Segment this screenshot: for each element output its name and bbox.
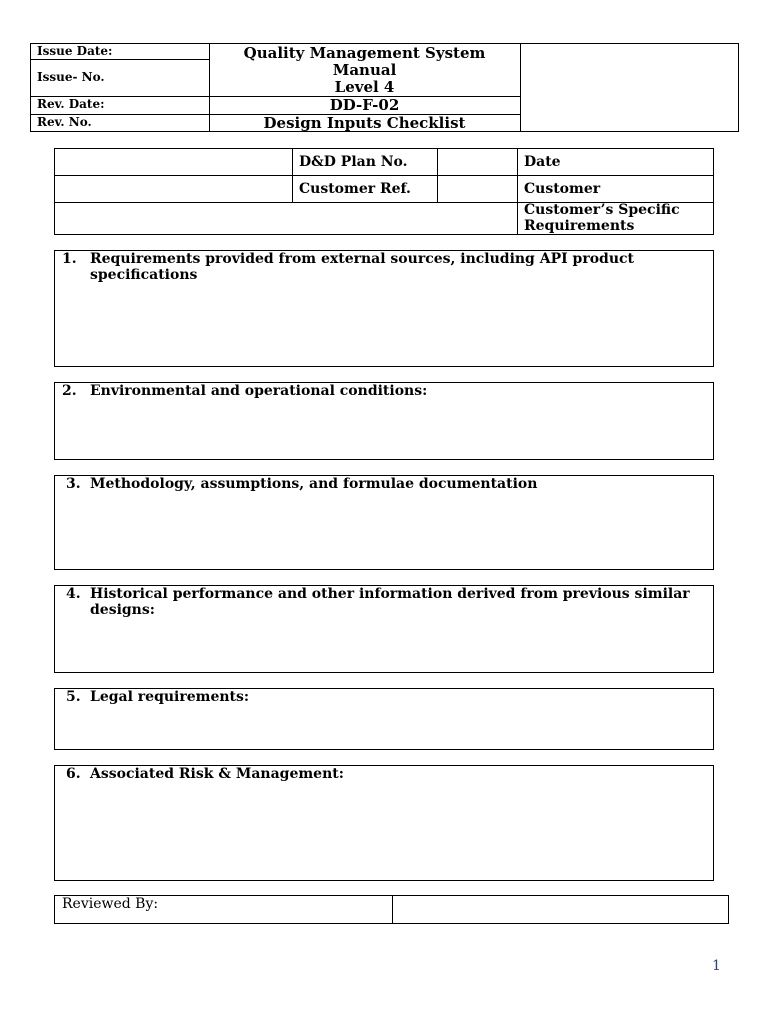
- section-external-requirements[interactable]: [54, 250, 714, 367]
- info-divider: [55, 175, 713, 176]
- section-heading: Environmental and operational conditions:: [90, 383, 428, 399]
- dd-plan-no-field[interactable]: [438, 154, 516, 174]
- rev-date-label: Rev. Date:: [37, 97, 105, 111]
- customer-specific-requirements-label: [524, 202, 680, 234]
- header-divider: [520, 44, 521, 131]
- manual-title-line3: Level 4: [334, 78, 395, 96]
- rev-no-label: Rev. No.: [37, 115, 92, 129]
- issue-no-label: Issue- No.: [37, 70, 105, 84]
- section-heading: Associated Risk & Management:: [90, 766, 344, 782]
- section-number: 3.: [66, 476, 81, 492]
- section-methodology[interactable]: [54, 475, 714, 570]
- section-heading: [90, 251, 701, 283]
- dd-plan-no-label: D&D Plan No.: [299, 154, 408, 170]
- document-title: Design Inputs Checklist: [263, 114, 466, 132]
- manual-title-line1: Quality Management System: [243, 44, 486, 62]
- customer-ref-field[interactable]: [438, 181, 516, 201]
- info-blank-cell[interactable]: [55, 154, 291, 174]
- section-historical-performance[interactable]: [54, 585, 714, 673]
- document-header-table: [30, 43, 739, 132]
- customer-label: Customer: [524, 181, 601, 197]
- customer-specific-line2: Requirements: [524, 218, 635, 234]
- section-number: 1.: [62, 251, 77, 267]
- section-legal-requirements[interactable]: [54, 688, 714, 750]
- section-heading-line2: specifications: [90, 267, 198, 283]
- info-blank-cell[interactable]: [55, 181, 291, 201]
- info-blank-cell[interactable]: [55, 205, 515, 233]
- header-divider: [31, 59, 209, 60]
- section-heading-line1: Requirements provided from external sources, including API product: [90, 251, 634, 267]
- section-heading: Legal requirements:: [90, 689, 250, 705]
- section-heading: [90, 586, 701, 618]
- section-risk-management[interactable]: [54, 765, 714, 881]
- reviewed-by-table: [54, 895, 729, 924]
- section-number: 5.: [66, 689, 81, 705]
- section-heading: Methodology, assumptions, and formulae documentation: [90, 476, 538, 492]
- section-heading-line1: Historical performance and other information derived from previous similar: [90, 586, 690, 602]
- section-number: 6.: [66, 766, 81, 782]
- issue-date-label: Issue Date:: [37, 44, 113, 58]
- section-environmental-conditions[interactable]: [54, 382, 714, 460]
- reviewed-by-label: Reviewed By:: [62, 896, 159, 912]
- manual-title-line2: Manual: [332, 61, 397, 79]
- date-label: Date: [524, 154, 561, 170]
- section-heading-line2: designs:: [90, 602, 155, 618]
- customer-ref-label: Customer Ref.: [299, 181, 411, 197]
- section-number: 2.: [62, 383, 77, 399]
- info-divider: [517, 149, 518, 234]
- section-number: 4.: [66, 586, 81, 602]
- document-code: DD-F-02: [329, 96, 400, 114]
- page-number: 1: [712, 958, 721, 974]
- design-info-table: [54, 148, 714, 235]
- reviewed-by-field[interactable]: [393, 896, 728, 923]
- customer-specific-line1: Customer’s Specific: [524, 202, 680, 218]
- info-divider: [292, 149, 293, 202]
